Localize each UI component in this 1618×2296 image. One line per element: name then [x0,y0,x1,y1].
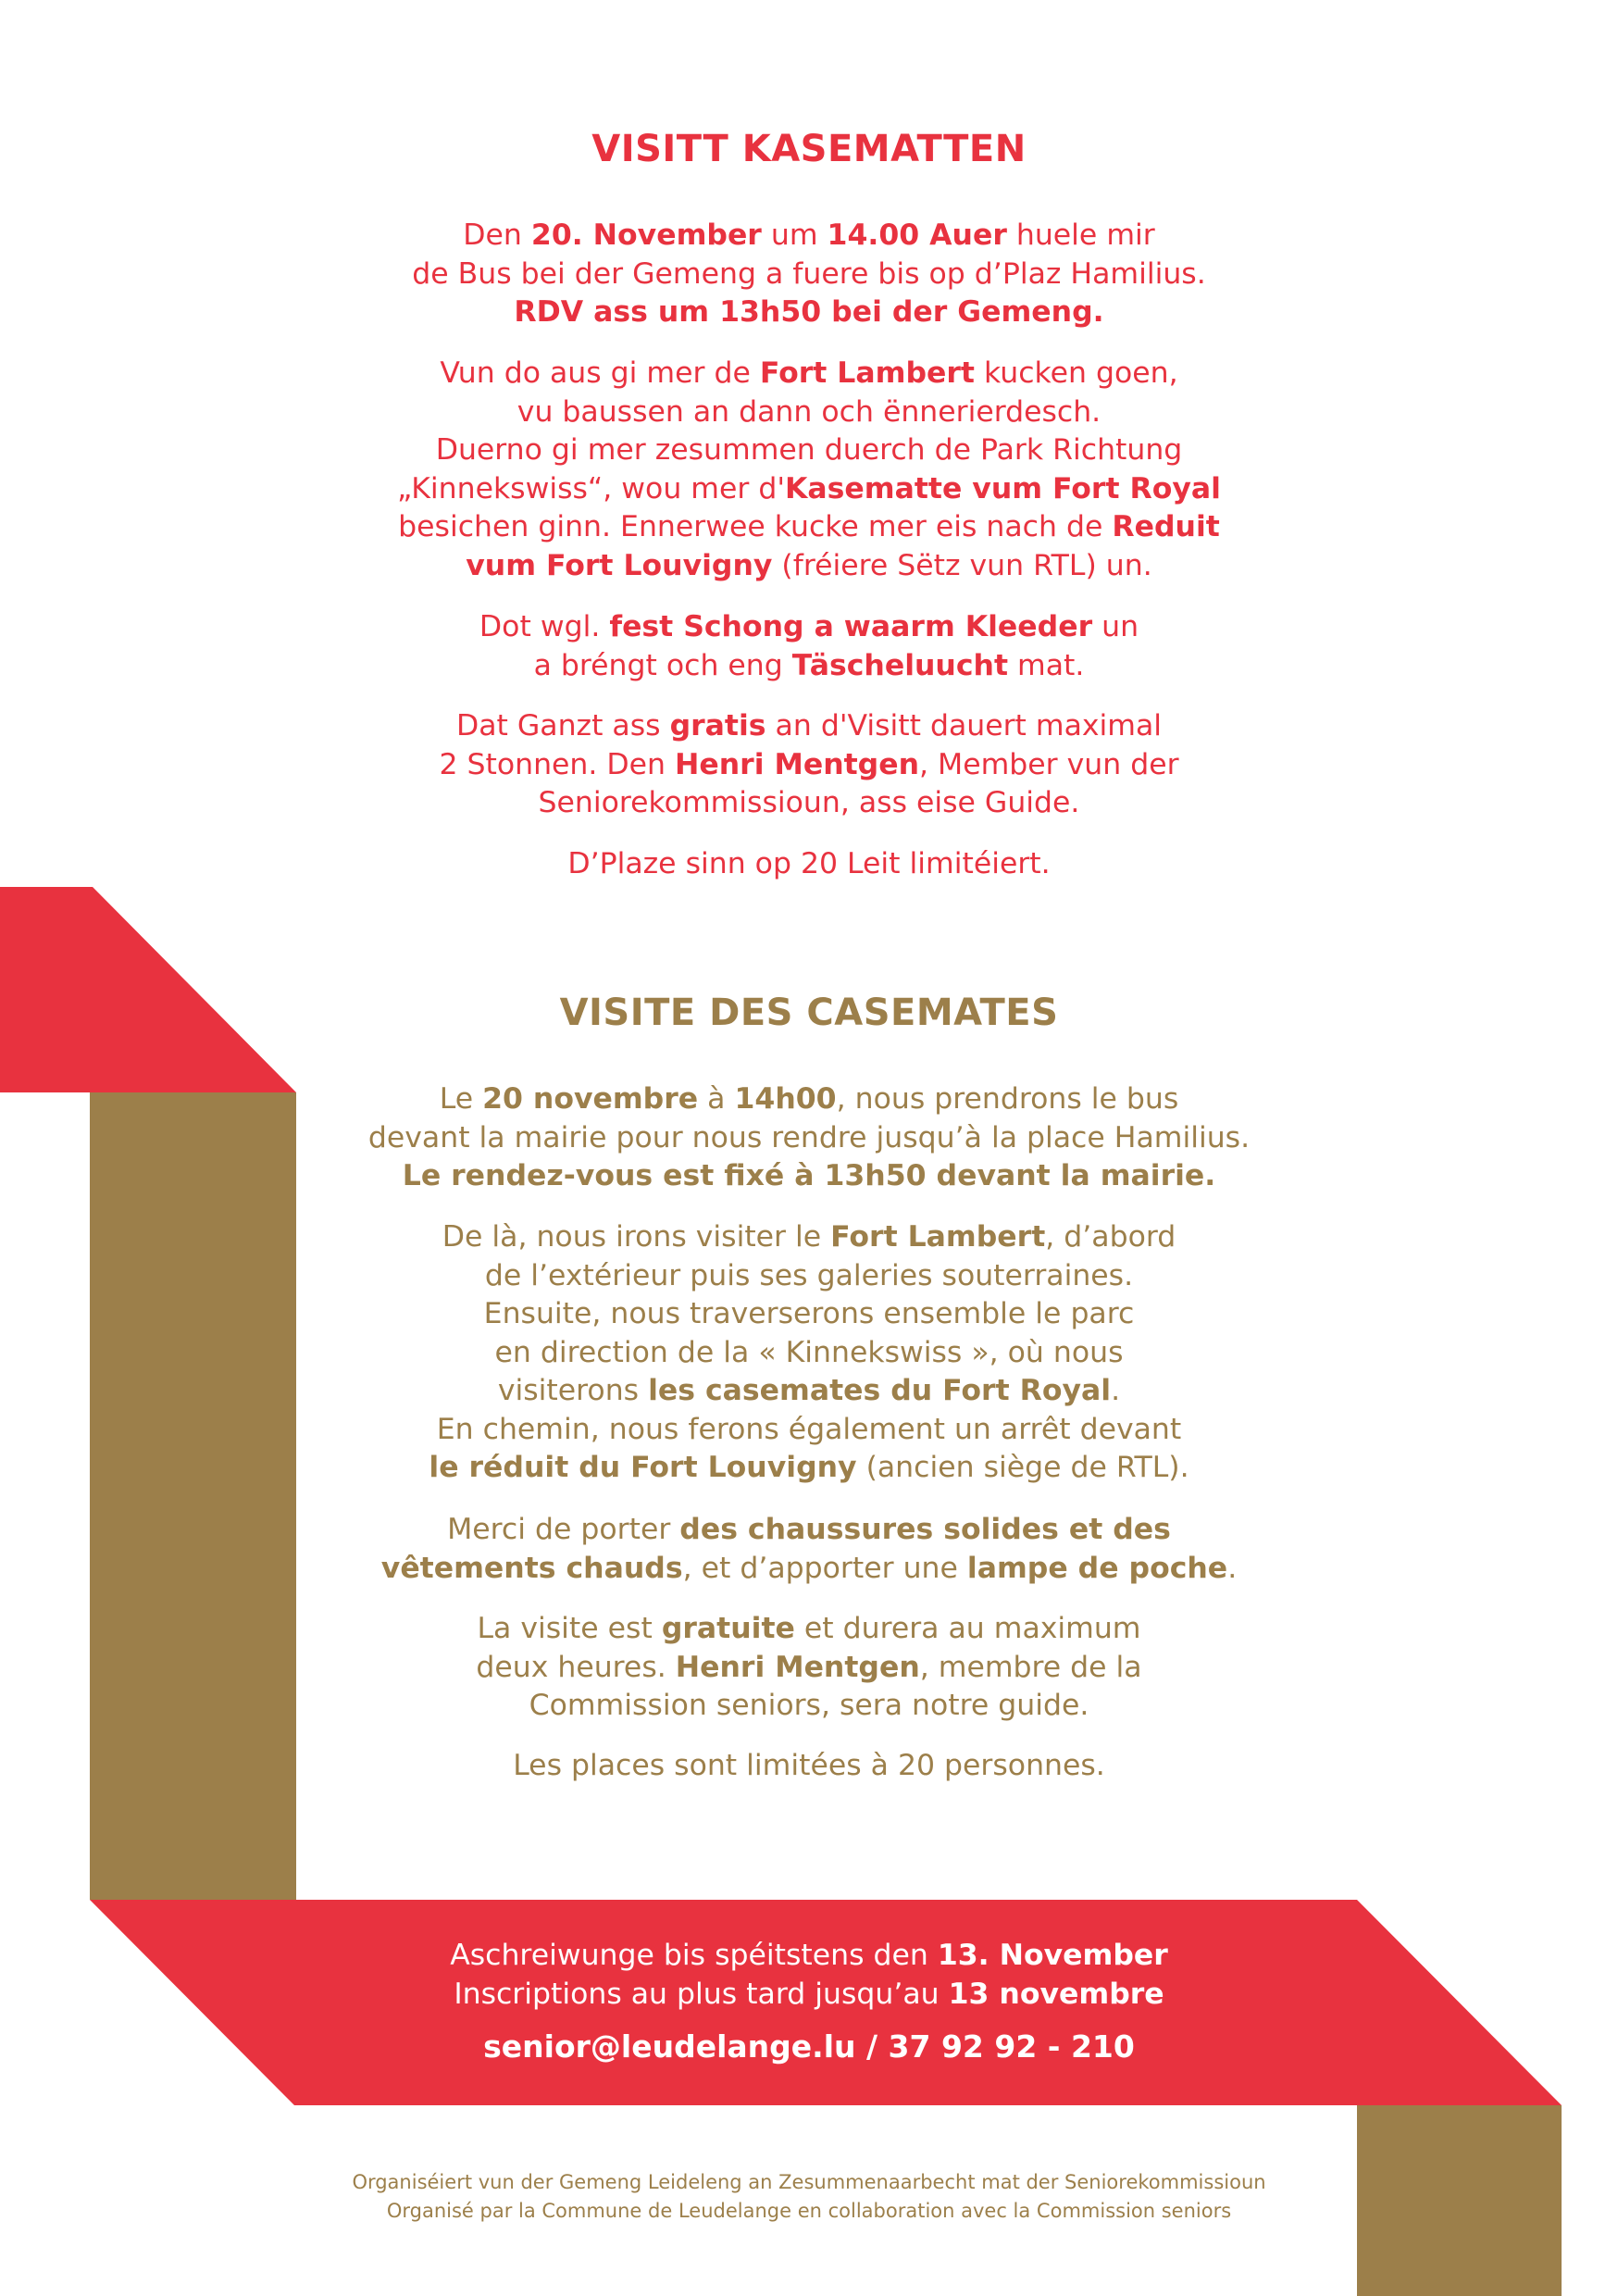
text-segment: La visite est [477,1612,662,1645]
emphasis-text: 20 novembre [482,1082,699,1116]
emphasis-text: Le rendez-vous est fixé à 13h50 devant la mairie. [402,1159,1216,1192]
emphasis-text: Kasematte vum Fort Royal [784,471,1221,505]
text-line [0,608,1618,647]
fr-paragraph-3 [0,1511,1618,1588]
text-line [0,1449,1618,1488]
emphasis-text: Henri Mentgen [675,747,920,781]
text-segment: mat. [1008,648,1085,682]
lu-paragraph-2 [0,355,1618,585]
text-segment: En chemin, nous ferons également un arrêt devant [436,1412,1182,1446]
text-segment: besichen ginn. Ennerwee kucke mer eis nach de [398,510,1113,543]
emphasis-text: Reduit [1112,510,1220,543]
text-line [0,1649,1618,1688]
text-line [0,1218,1618,1257]
lu-paragraph-4 [0,707,1618,823]
text-segment: um [761,218,828,252]
emphasis-text: 20. November [530,218,762,252]
lu-paragraph-5 [0,845,1618,884]
text-segment: huele mir [1006,218,1155,252]
emphasis-text: lampe de poche [966,1551,1228,1585]
text-line [0,1411,1618,1450]
text-line [0,431,1618,470]
emphasis-text: Täscheluucht [791,648,1009,682]
text-line [0,1257,1618,1296]
lu-title: VISITT KASEMATTEN [591,128,1027,170]
emphasis-text: vum Fort Louvigny [466,548,773,582]
text-segment: vu baussen an dann och ënnerierdesch. [517,394,1101,429]
text-segment: Seniorekommissioun, ass eise Guide. [538,786,1080,819]
text-segment: Le [439,1082,483,1116]
text-segment: , et d’apporter une [682,1551,967,1585]
text-segment: Aschreiwunge bis spéitstens den [450,1939,938,1972]
text-line [0,1080,1618,1119]
text-line [0,470,1618,509]
contact-info[interactable]: senior@leudelange.lu / 37 92 92 - 210 [483,2028,1135,2065]
red-ribbon-upper [0,887,296,1092]
text-segment: (ancien siège de RTL). [856,1451,1189,1484]
text-line [0,845,1618,884]
text-line [0,293,1618,332]
text-segment: 2 Stonnen. Den [439,747,676,781]
emphasis-text: fest Schong a waarm Kleeder [609,610,1093,643]
text-segment: D’Plaze sinn op 20 Leit limitéiert. [567,847,1051,880]
text-line [0,1936,1618,1975]
fr-paragraph-4 [0,1610,1618,1726]
text-segment: Commission seniors, sera notre guide. [529,1689,1089,1722]
text-segment: . [1111,1374,1121,1407]
emphasis-text: 14.00 Auer [827,218,1007,252]
emphasis-text: Henri Mentgen [675,1650,920,1684]
text-segment: visiterons [497,1374,649,1407]
text-segment: „Kinnekswiss“, wou mer d' [397,471,785,505]
emphasis-text: RDV ass um 13h50 bei der Gemeng. [514,295,1104,329]
emphasis-text: des chaussures solides et des [679,1513,1171,1546]
text-segment: de l’extérieur puis ses galeries souterraines. [484,1258,1134,1292]
text-segment: de Bus bei der Gemeng a fuere bis op d’Plaz Hamilius. [412,256,1206,291]
text-line [0,393,1618,432]
emphasis-text: 13. November [937,1939,1168,1972]
text-line [0,217,1618,256]
text-segment: (fréiere Sëtz vun RTL) un. [772,548,1152,582]
lu-paragraph-3 [0,608,1618,685]
text-segment: , nous prendrons le bus [836,1082,1179,1116]
text-line [0,1511,1618,1550]
text-segment: Ensuite, nous traverserons ensemble le parc [483,1297,1135,1330]
credits-line-lu: Organiséiert vun der Gemeng Leideleng an Zesummenaarbecht mat der Seniorekommissioun [352,2171,1266,2193]
fr-paragraph-5 [0,1747,1618,1786]
text-segment: Vun do aus gi mer de [440,356,760,390]
text-segment: Dot wgl. [479,610,610,643]
text-segment: en direction de la « Kinnekswiss », où nous [494,1335,1124,1369]
text-segment: , Member vun der [919,747,1179,781]
text-segment: à [698,1082,735,1116]
emphasis-text: vêtements chauds [380,1551,683,1585]
text-line [0,746,1618,785]
text-line [0,1334,1618,1373]
emphasis-text: Fort Lambert [830,1220,1046,1254]
text-segment: Merci de porter [447,1513,680,1546]
text-segment: De là, nous irons visiter le [442,1220,831,1254]
text-line [0,707,1618,746]
text-segment: un [1092,610,1139,643]
emphasis-text: les casemates du Fort Royal [648,1374,1112,1407]
text-line [0,256,1618,294]
text-segment: an d'Visitt dauert maximal [765,709,1163,742]
fr-paragraph-2 [0,1218,1618,1488]
text-segment: Dat Ganzt ass [455,709,670,742]
registration-deadline [0,1936,1618,2014]
text-line [0,647,1618,686]
emphasis-text: Fort Lambert [759,356,975,390]
text-line [0,508,1618,547]
organizer-credits [0,2168,1618,2226]
text-segment: , d’abord [1045,1220,1176,1254]
fr-paragraph-1 [0,1080,1618,1196]
text-segment: a bréngt och eng [533,648,792,682]
fr-title: VISITE DES CASEMATES [559,992,1059,1034]
lu-paragraph-1 [0,217,1618,332]
text-line [0,784,1618,823]
text-segment: kucken goen, [974,356,1178,390]
text-line [0,1975,1618,2014]
text-line [0,1550,1618,1589]
emphasis-text: 13 novembre [948,1978,1164,2011]
text-line [0,1747,1618,1786]
text-line [0,1157,1618,1196]
text-segment: devant la mairie pour nous rendre jusqu’à la place Hamilius. [367,1120,1251,1154]
text-line [0,355,1618,393]
emphasis-text: gratis [669,709,766,742]
text-segment: , membre de la [919,1650,1142,1684]
text-segment: deux heures. [476,1650,676,1684]
text-line [0,1372,1618,1411]
text-segment: Les places sont limitées à 20 personnes. [513,1749,1105,1782]
text-line [0,1610,1618,1649]
text-line [0,547,1618,586]
emphasis-text: gratuite [661,1612,795,1645]
text-segment: Duerno gi mer zesummen duerch de Park Richtung [435,433,1183,467]
text-line [0,1295,1618,1334]
emphasis-text: le réduit du Fort Louvigny [429,1451,857,1484]
text-segment: Inscriptions au plus tard jusqu’au [454,1978,949,2011]
emphasis-text: 14h00 [734,1082,837,1116]
text-segment: Den [463,218,531,252]
text-segment: et durera au maximum [794,1612,1141,1645]
text-line [0,1119,1618,1158]
credits-line-fr: Organisé par la Commune de Leudelange en collaboration avec la Commission seniors [386,2200,1232,2222]
text-line [0,1687,1618,1726]
text-segment: . [1227,1551,1238,1585]
